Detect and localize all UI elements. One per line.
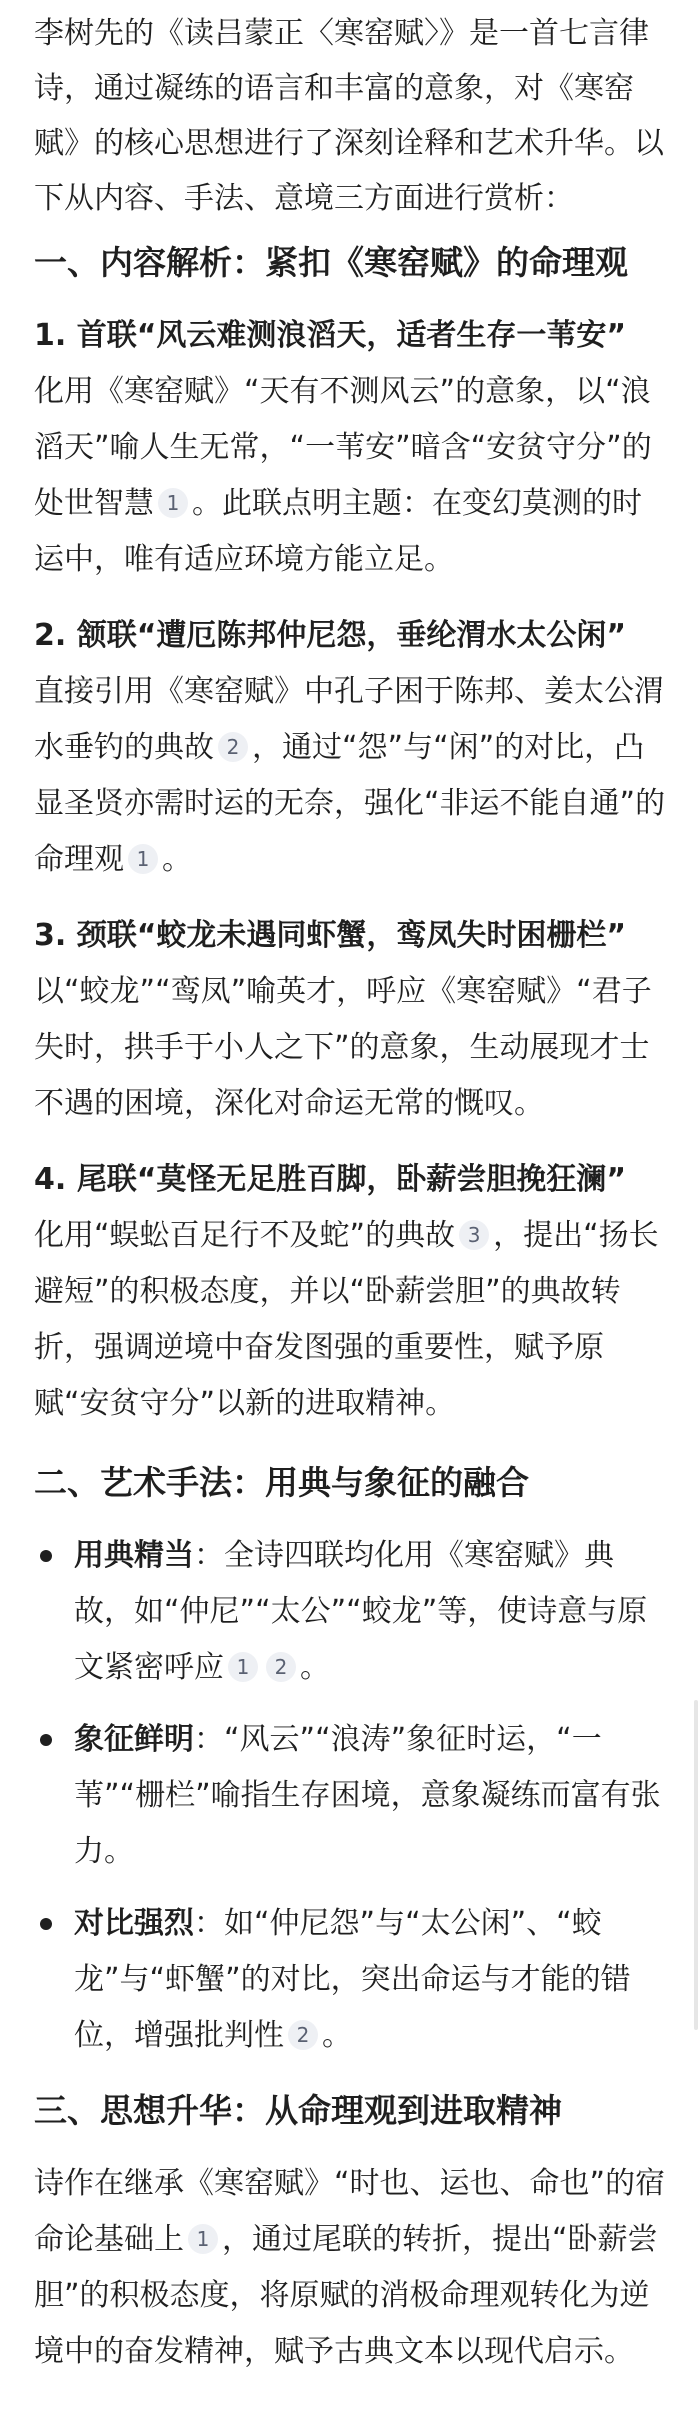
couplet-3-text: 以“蛟龙”“鸾凤”喻英才，呼应《寒窑赋》“君子失时，拱手于小人之下”的意象，生动展现才士不遇的困境，深化对命运无常的慨叹。: [34, 974, 652, 1121]
bullet-2-keyword: 象征鲜明: [74, 1722, 194, 1757]
couplet-1-heading: 1. 首联“风云难测浪滔天，适者生存一苇安”: [34, 318, 627, 353]
couplet-3-heading: 3. 颈联“蛟龙未遇同虾蟹，鸾凤失时困栅栏”: [34, 918, 627, 953]
bullet-item-3: [34, 1896, 666, 2064]
bullet-3-text: ：如“仲尼怨”与“太公闲”、“蛟龙”与“虾蟹”的对比，突出命运与才能的错位，增强批判性: [74, 1906, 631, 2053]
section-1-title: 一、内容解析：紧扣《寒窑赋》的命理观: [34, 243, 628, 282]
citation-badge[interactable]: 2: [288, 2020, 318, 2050]
couplet-item-1: [34, 308, 666, 588]
couplet-item-3: [34, 908, 666, 1132]
bullet-dot-icon: [40, 1550, 52, 1562]
citation-badge[interactable]: 1: [188, 2224, 218, 2254]
couplet-1-text: 化用《寒窑赋》“天有不测风云”的意象，以“浪滔天”喻人生无常，“一苇安”暗含“安贫守分”的处世智慧: [34, 374, 652, 521]
section-2-title: 二、艺术手法：用典与象征的融合: [34, 1463, 529, 1502]
citation-badge[interactable]: 1: [158, 488, 188, 518]
section-3-title: 三、思想升华：从命理观到进取精神: [34, 2091, 562, 2130]
couplet-2-heading: 2. 颔联“遭厄陈邦仲尼怨，垂纶渭水太公闲”: [34, 618, 627, 653]
couplet-2-text-end: 。: [162, 842, 192, 877]
couplet-4-text: 化用“蜈蚣百足行不及蛇”的典故: [34, 1218, 456, 1253]
bullet-item-2: [34, 1712, 666, 1880]
couplet-item-4: [34, 1152, 666, 1432]
bullet-1-text-end: 。: [300, 1650, 330, 1685]
scrollbar[interactable]: [694, 1700, 698, 2030]
bullet-2-text: ：“风云”“浪涛”象征时运，“一苇”“栅栏”喻指生存困境，意象凝练而富有张力。: [74, 1722, 661, 1869]
couplet-2-text-cont: ，通过“怨”与“闲”的对比，凸显圣贤亦需时运的无奈，强化“非运不能自通”的命理观: [34, 730, 666, 877]
bullet-3-keyword: 对比强烈: [74, 1906, 194, 1941]
section-3-text: 诗作在继承《寒窑赋》“时也、运也、命也”的宿命论基础上: [34, 2166, 666, 2257]
bullet-1-text: ：全诗四联均化用《寒窑赋》典故，如“仲尼”“太公”“蛟龙”等，使诗意与原文紧密呼应: [74, 1538, 648, 1685]
couplet-4-text-cont: ，提出“扬长避短”的积极态度，并以“卧薪尝胆”的典故转折，强调逆境中奋发图强的重要性，赋予原赋“安贫守分”以新的进取精神。: [34, 1218, 659, 1421]
bullet-1-keyword: 用典精当: [74, 1538, 194, 1573]
couplet-4-heading: 4. 尾联“莫怪无足胜百脚，卧薪尝胆挽狂澜”: [34, 1162, 627, 1197]
section-3-paragraph: [34, 2156, 666, 2380]
citation-badge[interactable]: 1: [228, 1652, 258, 1682]
couplet-item-2: [34, 608, 666, 888]
citation-badge[interactable]: 3: [459, 1220, 489, 1250]
couplet-1-text-cont: 。此联点明主题：在变幻莫测的时运中，唯有适应环境方能立足。: [34, 486, 642, 577]
section-3-text-cont: ，通过尾联的转折，提出“卧薪尝胆”的积极态度，将原赋的消极命理观转化为逆境中的奋发精神，赋予古典文本以现代启示。: [34, 2222, 658, 2369]
citation-badge[interactable]: 1: [128, 844, 158, 874]
couplet-2-text: 直接引用《寒窑赋》中孔子困于陈邦、姜太公渭水垂钓的典故: [34, 674, 664, 765]
bullet-dot-icon: [40, 1918, 52, 1930]
citation-badge[interactable]: 2: [218, 732, 248, 762]
intro-paragraph: 李树先的《读吕蒙正〈寒窑赋〉》是一首七言律诗，通过凝练的语言和丰富的意象，对《寒窑赋》的核心思想进行了深刻诠释和艺术升华。以下从内容、手法、意境三方面进行赏析：: [34, 16, 664, 216]
bullet-dot-icon: [40, 1734, 52, 1746]
bullet-3-text-end: 。: [322, 2018, 352, 2053]
bullet-item-1: [34, 1528, 666, 1696]
citation-badge[interactable]: 2: [266, 1652, 296, 1682]
